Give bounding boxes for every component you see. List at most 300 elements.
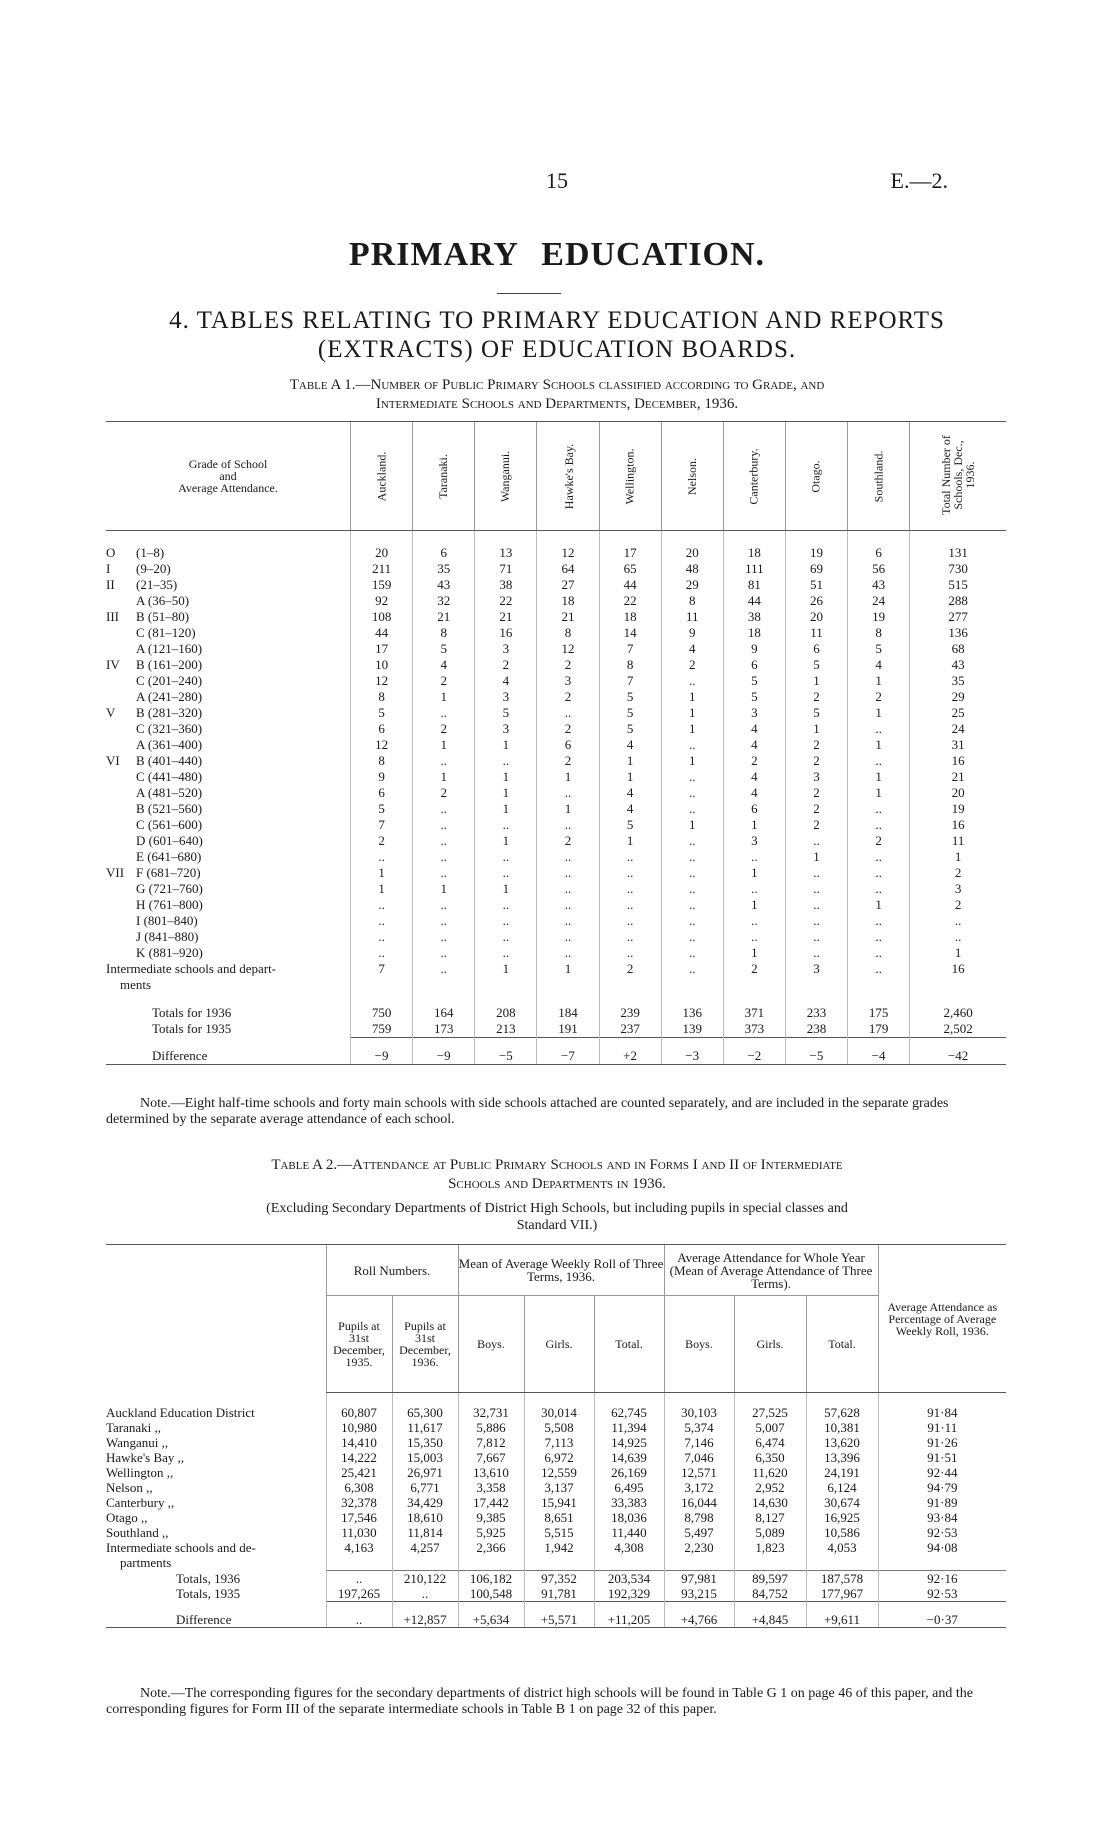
table-row bbox=[106, 849, 1006, 865]
cell-value: .. bbox=[723, 929, 785, 945]
cell-value: .. bbox=[351, 913, 413, 929]
cell-value: 6,350 bbox=[734, 1450, 806, 1465]
cell-value: 12,571 bbox=[664, 1465, 734, 1480]
cell-value: 17,442 bbox=[458, 1495, 524, 1510]
cell-value: 100,548 bbox=[458, 1586, 524, 1602]
grade-range: G (721–760) bbox=[136, 881, 203, 896]
cell-value: 10,586 bbox=[806, 1525, 878, 1540]
row-label bbox=[106, 769, 351, 785]
cell-value: +12,857 bbox=[392, 1602, 458, 1628]
cell-value: 20 bbox=[351, 531, 413, 562]
cell-value: 35 bbox=[910, 673, 1006, 689]
table2-caption bbox=[100, 1156, 1014, 1194]
cell-value: +4,845 bbox=[734, 1602, 806, 1628]
cell-value: 131 bbox=[910, 531, 1006, 562]
cell-value: .. bbox=[661, 833, 723, 849]
table-row bbox=[106, 689, 1006, 705]
cell-value: .. bbox=[413, 865, 475, 881]
cell-value: +5,634 bbox=[458, 1602, 524, 1628]
cell-value: 6,771 bbox=[392, 1480, 458, 1495]
cell-value: 27 bbox=[537, 577, 599, 593]
cell-value: 7 bbox=[599, 641, 661, 657]
cell-value: .. bbox=[848, 929, 910, 945]
col-header-mean-girls: Girls. bbox=[524, 1296, 594, 1393]
section-heading-line1: 4. TABLES RELATING TO PRIMARY EDUCATION AND REPORTS bbox=[169, 307, 945, 334]
cell-value: 6 bbox=[413, 531, 475, 562]
cell-value: 5 bbox=[599, 817, 661, 833]
cell-value: 6 bbox=[723, 657, 785, 673]
cell-value: 12 bbox=[537, 641, 599, 657]
cell-value: 173 bbox=[413, 1021, 475, 1038]
cell-value: 19 bbox=[848, 609, 910, 625]
cell-value: 6,124 bbox=[806, 1480, 878, 1495]
cell-value: 13,620 bbox=[806, 1435, 878, 1450]
grade-range: B (51–80) bbox=[136, 609, 190, 624]
cell-value: .. bbox=[413, 801, 475, 817]
grade-range: C (321–360) bbox=[136, 721, 203, 736]
table1-caption bbox=[100, 376, 1014, 414]
cell-empty bbox=[413, 977, 475, 993]
cell-value: 15,350 bbox=[392, 1435, 458, 1450]
cell-value: 6 bbox=[351, 785, 413, 801]
col-header-otago: Otago. bbox=[785, 422, 847, 531]
cell-value: .. bbox=[723, 913, 785, 929]
cell-value: 8 bbox=[351, 689, 413, 705]
cell-value: 9 bbox=[351, 769, 413, 785]
group-header-average-attendance: Average Attendance for Whole Year (Mean of Average Attendance of Three Terms). bbox=[664, 1245, 878, 1296]
cell-value: 3,172 bbox=[664, 1480, 734, 1495]
cell-value: 1 bbox=[785, 673, 847, 689]
cell-value: 2 bbox=[785, 689, 847, 705]
cell-value: .. bbox=[661, 801, 723, 817]
cell-empty bbox=[661, 977, 723, 993]
cell-value: 14,222 bbox=[326, 1450, 392, 1465]
cell-value: 2 bbox=[599, 961, 661, 977]
cell-value: 9 bbox=[661, 625, 723, 641]
table-row bbox=[106, 561, 1006, 577]
cell-value: 10,381 bbox=[806, 1420, 878, 1435]
table-row bbox=[106, 833, 1006, 849]
cell-value: .. bbox=[413, 705, 475, 721]
cell-value: 43 bbox=[413, 577, 475, 593]
col-header-pupils-1936: Pupils at 31st December, 1936. bbox=[392, 1296, 458, 1393]
cell-value: 2,502 bbox=[910, 1021, 1006, 1038]
cell-value: 1 bbox=[413, 769, 475, 785]
cell-value: 1,823 bbox=[734, 1540, 806, 1555]
cell-value: 2 bbox=[413, 721, 475, 737]
cell-value: 6,474 bbox=[734, 1435, 806, 1450]
cell-value: .. bbox=[785, 881, 847, 897]
cell-value: 730 bbox=[910, 561, 1006, 577]
page-title: PRIMARY EDUCATION. bbox=[348, 236, 766, 273]
cell-value: 108 bbox=[351, 609, 413, 625]
cell-value: .. bbox=[475, 897, 537, 913]
row-label: Intermediate schools and depart- bbox=[106, 961, 277, 976]
cell-value: 6 bbox=[848, 531, 910, 562]
cell-value: 1 bbox=[723, 865, 785, 881]
cell-value: 60,807 bbox=[326, 1393, 392, 1421]
cell-value: −5 bbox=[475, 1038, 537, 1065]
cell-value: 6 bbox=[537, 737, 599, 753]
cell-value: 20 bbox=[910, 785, 1006, 801]
cell-value: 9 bbox=[723, 641, 785, 657]
cell-value: 18 bbox=[537, 593, 599, 609]
cell-value: 373 bbox=[723, 1021, 785, 1038]
cell-value: 6,972 bbox=[524, 1450, 594, 1465]
cell-empty bbox=[392, 1555, 458, 1571]
cell-value: 91,781 bbox=[524, 1586, 594, 1602]
cell-value: 211 bbox=[351, 561, 413, 577]
cell-value: 26 bbox=[785, 593, 847, 609]
grade-range: A (36–50) bbox=[136, 593, 190, 608]
row-label: Wanganui ,, bbox=[106, 1435, 169, 1450]
row-label bbox=[106, 801, 351, 817]
cell-value: 197,265 bbox=[326, 1586, 392, 1602]
table-row bbox=[106, 577, 1006, 593]
table-row-totals bbox=[106, 1586, 1006, 1602]
row-label bbox=[106, 673, 351, 689]
row-label bbox=[106, 929, 351, 945]
cell-value: 18 bbox=[599, 609, 661, 625]
cell-value: 5 bbox=[351, 705, 413, 721]
cell-value: .. bbox=[661, 881, 723, 897]
cell-value: 68 bbox=[910, 641, 1006, 657]
cell-value: 5 bbox=[351, 801, 413, 817]
cell-empty bbox=[785, 977, 847, 993]
cell-value: 2 bbox=[785, 817, 847, 833]
cell-value: .. bbox=[599, 945, 661, 961]
row-label bbox=[106, 609, 351, 625]
cell-value: 3 bbox=[785, 769, 847, 785]
table-row-intermediate-cont bbox=[106, 1555, 1006, 1571]
cell-value: −9 bbox=[351, 1038, 413, 1065]
cell-value: .. bbox=[910, 929, 1006, 945]
cell-value: 14 bbox=[599, 625, 661, 641]
row-label: Totals for 1935 bbox=[152, 1021, 232, 1037]
cell-value: 203,534 bbox=[594, 1571, 664, 1587]
cell-value: 1 bbox=[413, 881, 475, 897]
cell-value: .. bbox=[599, 913, 661, 929]
row-label: Auckland Education District bbox=[106, 1404, 255, 1420]
cell-value: 1 bbox=[848, 737, 910, 753]
cell-value: 3 bbox=[475, 689, 537, 705]
cell-value: 18 bbox=[723, 625, 785, 641]
cell-value: .. bbox=[599, 881, 661, 897]
cell-value: 14,630 bbox=[734, 1495, 806, 1510]
grade-range: A (361–400) bbox=[136, 737, 203, 752]
cell-empty bbox=[599, 977, 661, 993]
table-row bbox=[106, 625, 1006, 641]
grade-range: C (201–240) bbox=[136, 673, 203, 688]
grade-range: (9–20) bbox=[136, 561, 171, 576]
cell-value: 11 bbox=[785, 625, 847, 641]
table2-caption-line2: Schools and Departments in 1936. bbox=[448, 1176, 666, 1192]
cell-value: 7 bbox=[351, 817, 413, 833]
cell-value: 3 bbox=[723, 705, 785, 721]
cell-value: 24,191 bbox=[806, 1465, 878, 1480]
cell-value: .. bbox=[661, 945, 723, 961]
cell-value: 26,971 bbox=[392, 1465, 458, 1480]
row-label bbox=[106, 833, 351, 849]
cell-value: 1 bbox=[661, 705, 723, 721]
cell-value: 1 bbox=[910, 849, 1006, 865]
row-label: Southland ,, bbox=[106, 1525, 169, 1540]
cell-value: .. bbox=[785, 929, 847, 945]
table-row bbox=[106, 1540, 1006, 1555]
grade-numeral: O bbox=[106, 545, 116, 560]
row-label bbox=[106, 737, 351, 753]
cell-value: .. bbox=[537, 945, 599, 961]
cell-value: 3 bbox=[910, 881, 1006, 897]
cell-empty bbox=[910, 977, 1006, 993]
cell-empty bbox=[878, 1555, 1006, 1571]
table-row bbox=[106, 945, 1006, 961]
cell-value: 65,300 bbox=[392, 1393, 458, 1421]
table1-body bbox=[106, 531, 1006, 1065]
cell-value: 27,525 bbox=[734, 1393, 806, 1421]
cell-value: 4,163 bbox=[326, 1540, 392, 1555]
cell-value: 2 bbox=[910, 865, 1006, 881]
grade-range: K (881–920) bbox=[136, 945, 203, 960]
cell-value: −5 bbox=[785, 1038, 847, 1065]
cell-value: 1 bbox=[848, 769, 910, 785]
cell-value: .. bbox=[661, 673, 723, 689]
cell-value: .. bbox=[326, 1602, 392, 1628]
cell-value: 38 bbox=[723, 609, 785, 625]
cell-value: 16 bbox=[910, 753, 1006, 769]
cell-value: 8 bbox=[661, 593, 723, 609]
cell-value: .. bbox=[537, 913, 599, 929]
cell-empty bbox=[594, 1555, 664, 1571]
cell-value: .. bbox=[475, 865, 537, 881]
cell-value: 5 bbox=[785, 705, 847, 721]
cell-empty bbox=[723, 977, 785, 993]
grade-numeral: I bbox=[106, 561, 111, 576]
cell-value: 11,620 bbox=[734, 1465, 806, 1480]
cell-value: 515 bbox=[910, 577, 1006, 593]
cell-value: 81 bbox=[723, 577, 785, 593]
cell-value: 17 bbox=[351, 641, 413, 657]
row-label bbox=[106, 641, 351, 657]
col-header-mean-boys: Boys. bbox=[458, 1296, 524, 1393]
cell-value: 277 bbox=[910, 609, 1006, 625]
cell-value: .. bbox=[413, 753, 475, 769]
row-label bbox=[106, 865, 351, 881]
cell-value: 1 bbox=[910, 945, 1006, 961]
cell-value: 2 bbox=[723, 753, 785, 769]
cell-value: 2 bbox=[413, 673, 475, 689]
cell-value: 93·84 bbox=[878, 1510, 1006, 1525]
cell-value: 91·89 bbox=[878, 1495, 1006, 1510]
cell-value: .. bbox=[326, 1571, 392, 1587]
cell-value: 44 bbox=[723, 593, 785, 609]
cell-value: +9,611 bbox=[806, 1602, 878, 1628]
cell-value: 184 bbox=[537, 993, 599, 1021]
cell-value: 69 bbox=[785, 561, 847, 577]
cell-value: .. bbox=[848, 801, 910, 817]
cell-value: 238 bbox=[785, 1021, 847, 1038]
cell-value: 18,610 bbox=[392, 1510, 458, 1525]
cell-value: .. bbox=[848, 753, 910, 769]
cell-value: 3,358 bbox=[458, 1480, 524, 1495]
cell-value: −7 bbox=[537, 1038, 599, 1065]
cell-value: 10,980 bbox=[326, 1420, 392, 1435]
cell-value: .. bbox=[475, 945, 537, 961]
cell-value: 13 bbox=[475, 531, 537, 562]
document-reference: E.—2. bbox=[890, 168, 948, 193]
col-header-avg-girls: Girls. bbox=[734, 1296, 806, 1393]
row-label bbox=[106, 561, 351, 577]
cell-value: .. bbox=[910, 913, 1006, 929]
cell-value: 213 bbox=[475, 1021, 537, 1038]
table-row-difference bbox=[106, 1038, 1006, 1065]
cell-value: 30,674 bbox=[806, 1495, 878, 1510]
cell-value: 16,044 bbox=[664, 1495, 734, 1510]
cell-value: 11,440 bbox=[594, 1525, 664, 1540]
cell-value: 4 bbox=[723, 785, 785, 801]
cell-value: 1 bbox=[785, 849, 847, 865]
cell-value: 91·26 bbox=[878, 1435, 1006, 1450]
cell-value: 3 bbox=[537, 673, 599, 689]
cell-value: +11,205 bbox=[594, 1602, 664, 1628]
cell-value: 2 bbox=[537, 753, 599, 769]
cell-value: 5 bbox=[723, 689, 785, 705]
col-header-hawkes-bay: Hawke's Bay. bbox=[537, 422, 599, 531]
cell-value: 1 bbox=[723, 897, 785, 913]
cell-value: 17 bbox=[599, 531, 661, 562]
cell-value: 16 bbox=[910, 817, 1006, 833]
table2-caption-line1: Table A 2.—Attendance at Public Primary Schools and in Forms I and II of Intermediate bbox=[271, 1157, 843, 1173]
cell-value: .. bbox=[351, 929, 413, 945]
cell-value: .. bbox=[661, 929, 723, 945]
cell-value: .. bbox=[661, 961, 723, 977]
cell-value: .. bbox=[351, 945, 413, 961]
row-label bbox=[106, 689, 351, 705]
cell-value: .. bbox=[413, 897, 475, 913]
cell-value: 159 bbox=[351, 577, 413, 593]
row-label: Wellington ,, bbox=[106, 1465, 174, 1480]
row-label: Nelson ,, bbox=[106, 1480, 153, 1495]
cell-value: 22 bbox=[599, 593, 661, 609]
cell-value: 11,814 bbox=[392, 1525, 458, 1540]
cell-value: 18 bbox=[723, 531, 785, 562]
cell-value: 19 bbox=[910, 801, 1006, 817]
table-row bbox=[106, 801, 1006, 817]
cell-value: 1 bbox=[848, 705, 910, 721]
row-label bbox=[106, 625, 351, 641]
cell-value: 32 bbox=[413, 593, 475, 609]
grade-numeral: V bbox=[106, 705, 116, 720]
table1-header-row bbox=[106, 422, 1006, 531]
cell-empty bbox=[537, 977, 599, 993]
table-row bbox=[106, 881, 1006, 897]
cell-value: 8 bbox=[537, 625, 599, 641]
cell-value: 12,559 bbox=[524, 1465, 594, 1480]
cell-value: 57,628 bbox=[806, 1393, 878, 1421]
grade-range: E (641–680) bbox=[136, 849, 202, 864]
cell-value: 179 bbox=[848, 1021, 910, 1038]
grade-range: H (761–800) bbox=[136, 897, 203, 912]
cell-value: −4 bbox=[848, 1038, 910, 1065]
cell-value: 6 bbox=[723, 801, 785, 817]
cell-value: 1 bbox=[475, 785, 537, 801]
cell-value: 5,007 bbox=[734, 1420, 806, 1435]
cell-value: .. bbox=[537, 849, 599, 865]
cell-value: 25 bbox=[910, 705, 1006, 721]
col-header-wanganui: Wanganui. bbox=[475, 422, 537, 531]
cell-value: 7,113 bbox=[524, 1435, 594, 1450]
section-heading-line2: (EXTRACTS) OF EDUCATION BOARDS. bbox=[317, 336, 797, 363]
section-heading bbox=[0, 306, 1114, 364]
cell-value: 30,014 bbox=[524, 1393, 594, 1421]
cell-value: 1 bbox=[413, 737, 475, 753]
cell-value: 91·51 bbox=[878, 1450, 1006, 1465]
cell-value: .. bbox=[848, 881, 910, 897]
cell-value: .. bbox=[661, 865, 723, 881]
row-label bbox=[106, 657, 351, 673]
cell-value: .. bbox=[661, 897, 723, 913]
cell-value: 13,610 bbox=[458, 1465, 524, 1480]
cell-value: .. bbox=[848, 961, 910, 977]
cell-value: 2 bbox=[537, 721, 599, 737]
cell-value: 2 bbox=[413, 785, 475, 801]
col-header-southland: Southland. bbox=[848, 422, 910, 531]
cell-value: 136 bbox=[661, 993, 723, 1021]
cell-value: 3 bbox=[475, 641, 537, 657]
row-label bbox=[106, 593, 351, 609]
table2-body bbox=[106, 1393, 1006, 1628]
cell-value: .. bbox=[413, 817, 475, 833]
grade-range: (1–8) bbox=[136, 545, 165, 560]
cell-value: 1,942 bbox=[524, 1540, 594, 1555]
cell-value: 7 bbox=[599, 673, 661, 689]
cell-value: 6,308 bbox=[326, 1480, 392, 1495]
table2-note: Note.—The corresponding figures for the secondary departments of district high schools will be found in Table G 1 on page 46 of this paper, and the corresponding figures for Form III of the separate intermediate schools in Table B 1 on page 32 of this paper. bbox=[106, 1686, 973, 1717]
col-header-mean-total: Total. bbox=[594, 1296, 664, 1393]
cell-value: 3,137 bbox=[524, 1480, 594, 1495]
corner-line1: Grade of School bbox=[188, 457, 268, 471]
cell-value: 62,745 bbox=[594, 1393, 664, 1421]
table-row-totals bbox=[106, 1021, 1006, 1038]
cell-value: .. bbox=[785, 945, 847, 961]
row-label bbox=[106, 817, 351, 833]
cell-value: 8 bbox=[848, 625, 910, 641]
table-row bbox=[106, 1525, 1006, 1540]
cell-value: 1 bbox=[537, 961, 599, 977]
cell-value: 4 bbox=[599, 785, 661, 801]
cell-value: .. bbox=[599, 897, 661, 913]
cell-value: 11 bbox=[910, 833, 1006, 849]
row-label bbox=[106, 785, 351, 801]
cell-value: .. bbox=[723, 881, 785, 897]
table-row bbox=[106, 721, 1006, 737]
table-row bbox=[106, 817, 1006, 833]
cell-value: 1 bbox=[661, 753, 723, 769]
cell-value: 288 bbox=[910, 593, 1006, 609]
cell-value: 4 bbox=[599, 801, 661, 817]
cell-value: 5,374 bbox=[664, 1420, 734, 1435]
cell-value: 164 bbox=[413, 993, 475, 1021]
cell-value: 1 bbox=[785, 721, 847, 737]
cell-value: 21 bbox=[413, 609, 475, 625]
cell-value: 2 bbox=[785, 785, 847, 801]
grade-range: C (81–120) bbox=[136, 625, 196, 640]
grade-range: B (161–200) bbox=[136, 657, 203, 672]
cell-value: 1 bbox=[599, 769, 661, 785]
cell-value: 92·53 bbox=[878, 1525, 1006, 1540]
cell-value: 32,378 bbox=[326, 1495, 392, 1510]
cell-value: 6,495 bbox=[594, 1480, 664, 1495]
